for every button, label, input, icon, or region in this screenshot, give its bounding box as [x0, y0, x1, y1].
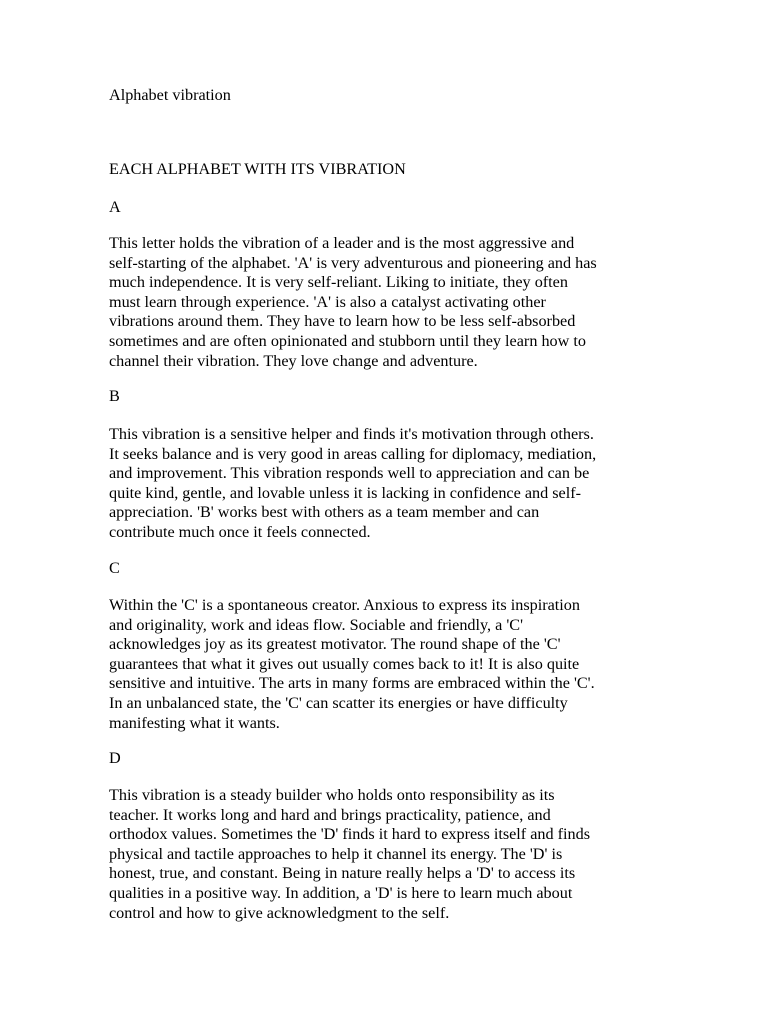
letter-heading-b: B — [109, 387, 120, 405]
paragraph-line: self-starting of the alphabet. 'A' is very adventurous and pioneering and has — [109, 253, 597, 272]
paragraph-line: sometimes and are often opinionated and stubborn until they learn how to — [109, 331, 586, 350]
paragraph-line: sensitive and intuitive. The arts in many forms are embraced within the 'C'. — [109, 674, 595, 693]
letter-heading-a: A — [109, 198, 121, 216]
paragraph-a — [109, 234, 669, 371]
paragraph-line: control and how to give acknowledgment to the self. — [109, 903, 450, 922]
paragraph-line: appreciation. 'B' works best with others as a team member and can — [109, 503, 540, 522]
letter-heading-c: C — [109, 559, 120, 577]
paragraph-b — [109, 425, 669, 543]
paragraph-line: This letter holds the vibration of a leader and is the most aggressive and — [109, 234, 575, 252]
paragraph-line: quite kind, gentle, and lovable unless it is lacking in confidence and self- — [109, 483, 582, 502]
paragraph-d — [109, 786, 669, 923]
paragraph-line: acknowledges joy as its greatest motivator. The round shape of the 'C' — [109, 635, 561, 654]
paragraph-line: Within the 'C' is a spontaneous creator. Anxious to express its inspiration — [109, 596, 580, 614]
paragraph-line: vibrations around them. They have to learn how to be less self-absorbed — [109, 312, 576, 331]
paragraph-line: This vibration is a sensitive helper and finds it's motivation through others. — [109, 425, 594, 443]
paragraph-line: much independence. It is very self-reliant. Liking to initiate, they often — [109, 273, 568, 292]
paragraph-line: qualities in a positive way. In addition, a 'D' is here to learn much about — [109, 883, 573, 902]
paragraph-line: teacher. It works long and hard and brings practicality, patience, and — [109, 805, 551, 824]
paragraph-line: contribute much once it feels connected. — [109, 522, 371, 541]
paragraph-c — [109, 596, 669, 733]
paragraph-line: honest, true, and constant. Being in nature really helps a 'D' to access its — [109, 864, 576, 883]
paragraph-line: and originality, work and ideas flow. Sociable and friendly, a 'C' — [109, 615, 524, 634]
paragraph-line: guarantees that what it gives out usually comes back to it! It is also quite — [109, 654, 580, 673]
paragraph-line: channel their vibration. They love change and adventure. — [109, 351, 478, 370]
paragraph-line: This vibration is a steady builder who holds onto responsibility as its — [109, 786, 555, 804]
paragraph-line: physical and tactile approaches to help it channel its energy. The 'D' is — [109, 844, 563, 863]
paragraph-line: It seeks balance and is very good in areas calling for diplomacy, mediation, — [109, 444, 597, 463]
document-title: Alphabet vibration — [109, 86, 231, 104]
paragraph-line: orthodox values. Sometimes the 'D' finds it hard to express itself and finds — [109, 825, 591, 844]
section-heading: EACH ALPHABET WITH ITS VIBRATION — [109, 160, 406, 178]
paragraph-line: manifesting what it wants. — [109, 713, 280, 732]
paragraph-line: In an unbalanced state, the 'C' can scatter its energies or have difficulty — [109, 693, 568, 712]
letter-heading-d: D — [109, 749, 121, 767]
paragraph-line: and improvement. This vibration responds well to appreciation and can be — [109, 464, 590, 483]
paragraph-line: must learn through experience. 'A' is also a catalyst activating other — [109, 292, 546, 311]
